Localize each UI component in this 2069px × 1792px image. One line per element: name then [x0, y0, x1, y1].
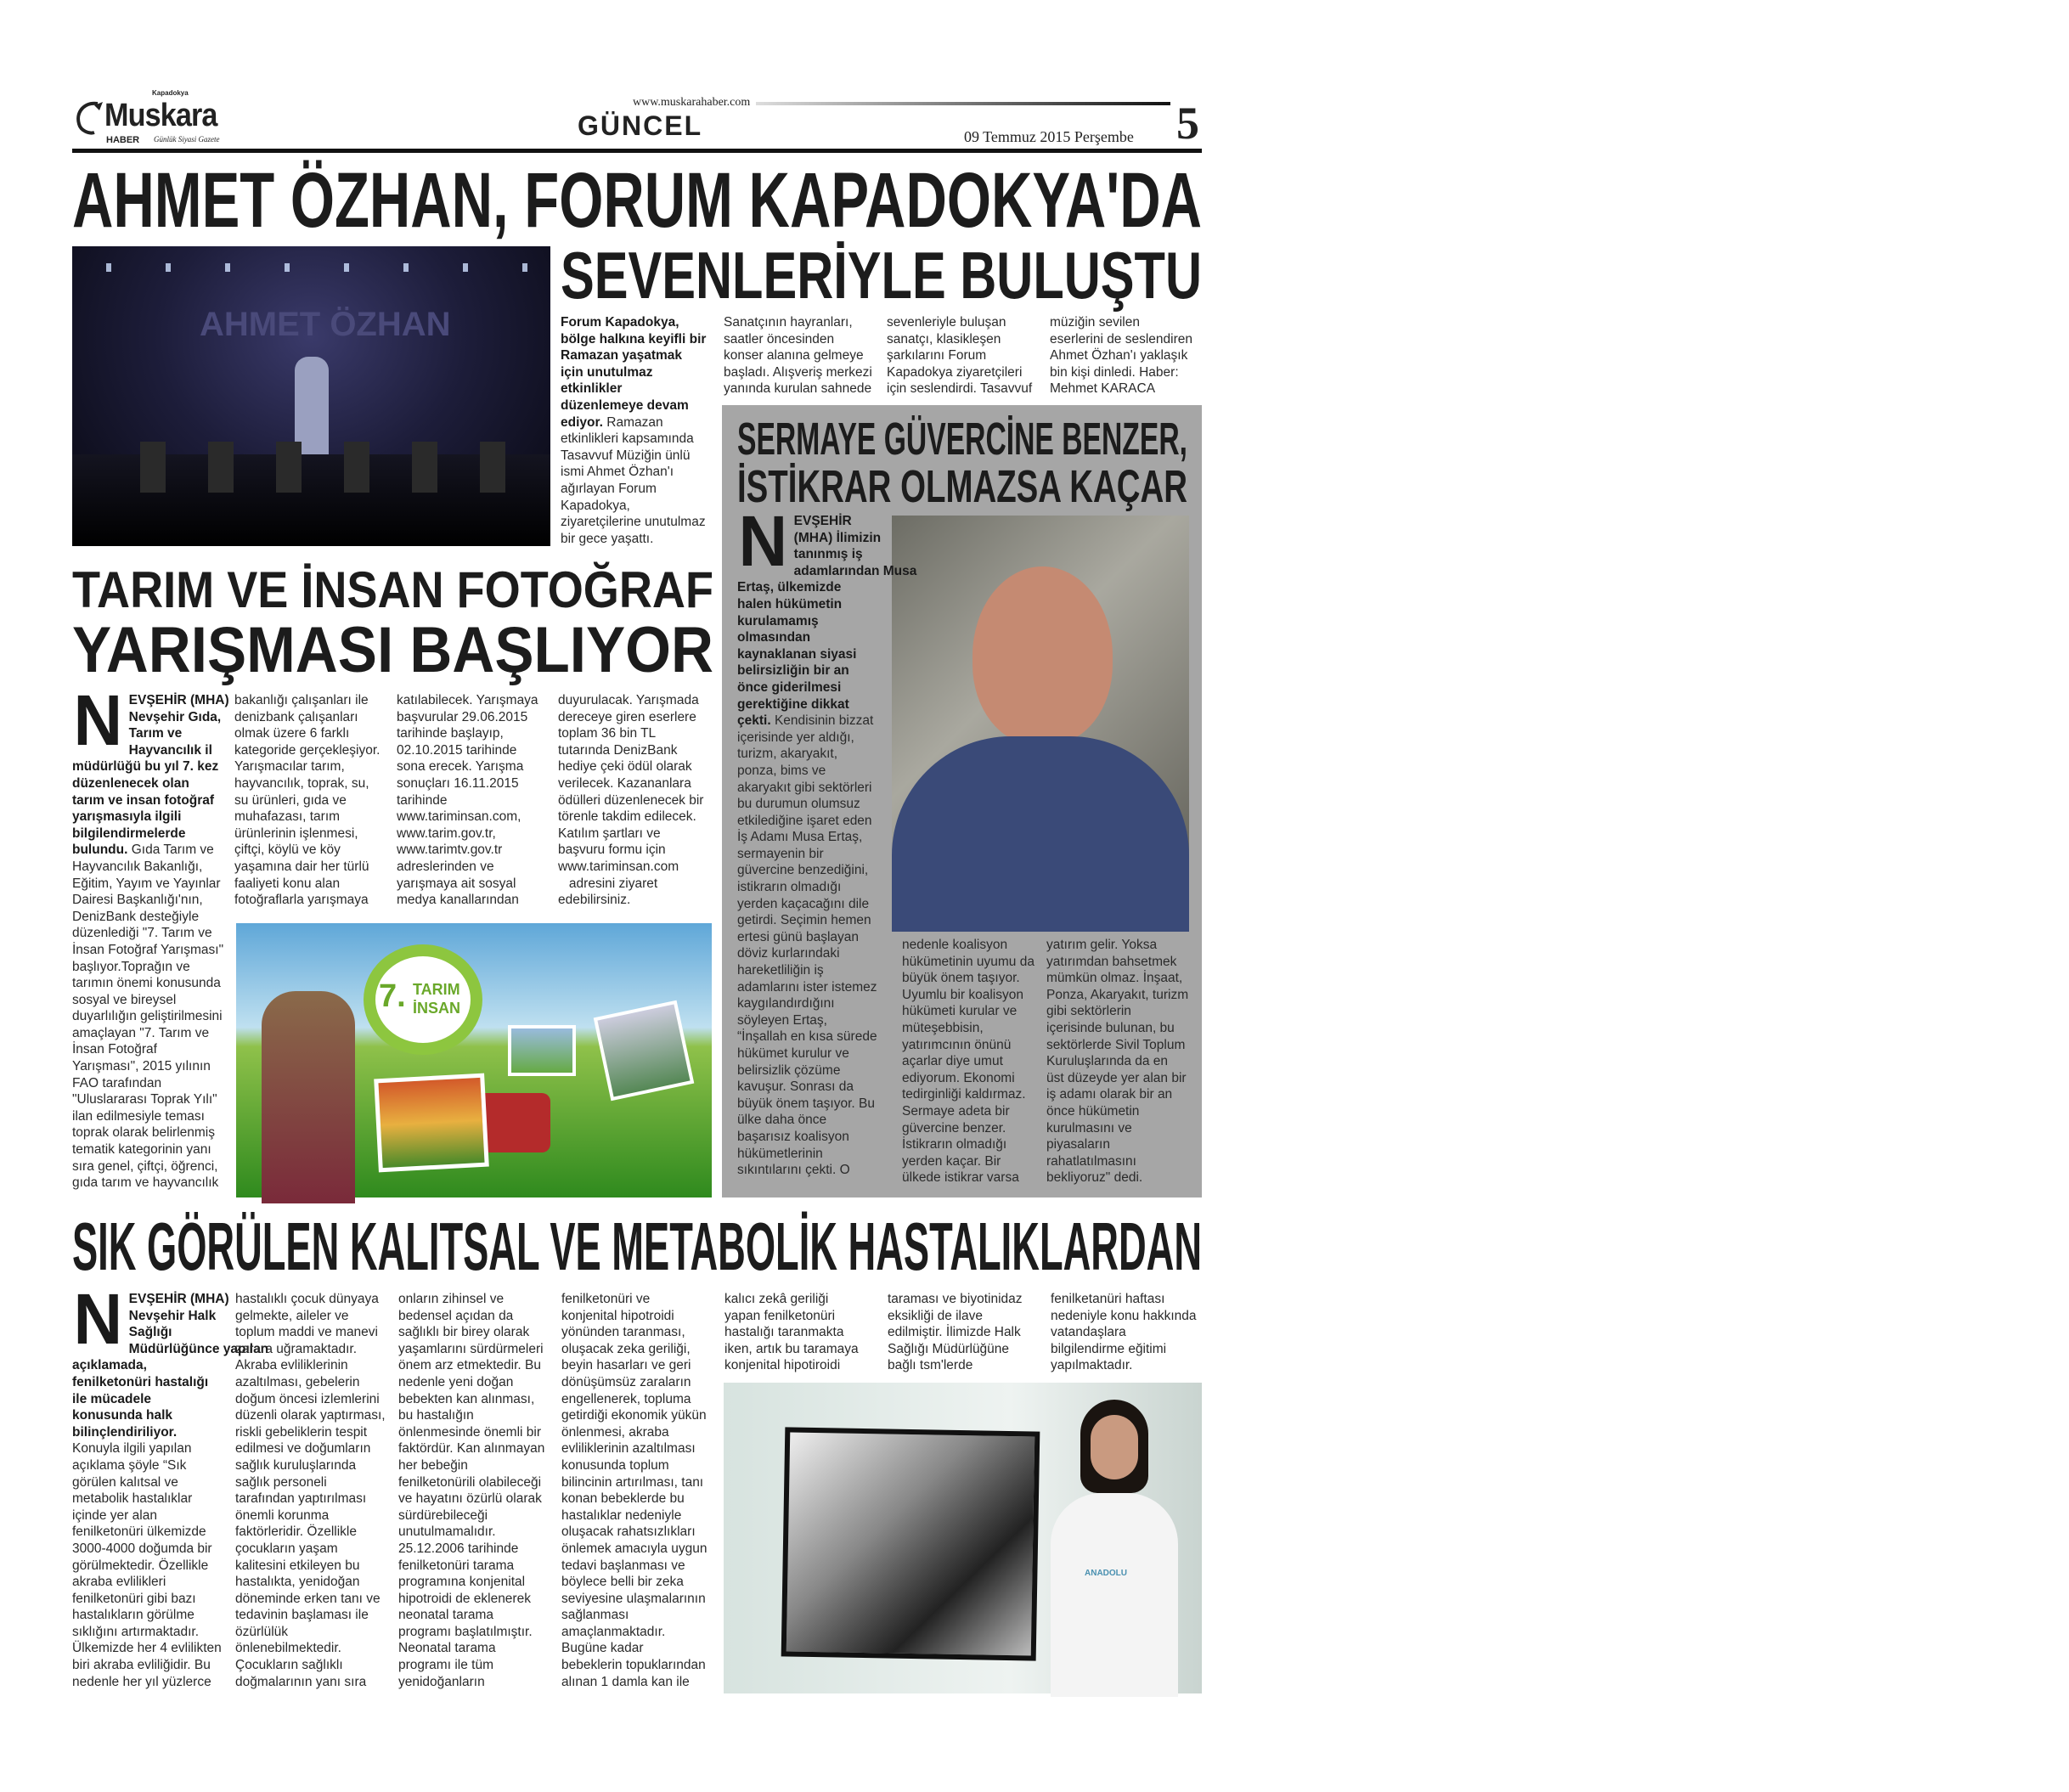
- article1-column-2: Sanatçının hayranları, saatler öncesinden konser alanına gelmeye başladı. Alışveriş merkezi yanında kurulan sahnede: [724, 315, 872, 397]
- header-rule: [72, 149, 1202, 153]
- framed-photo: [781, 1427, 1040, 1660]
- contest-logo-line1: TARIM: [413, 981, 460, 998]
- masthead: [72, 89, 1202, 155]
- article2-column-1: NEVŞEHİR (MHA) Nevşehir Gıda, Tarım ve Hayvancılık il müdürlüğü bu yıl 7. kez düzenlenecek olan tarım ve insan fotoğraf yarışmasıyla ilgili bilgilendirmelerde bulundu. Gıda Tarım ve Hayvancılık Bakanlığı, Eğitim, Yayım ve Yayınlar Dairesi Başkanlığı'nın, DenizBank desteğiyle düzenlediği "7. Tarım ve İnsan Fotoğraf Yarışması" başlıyor.Toprağın ve tarımın önemi konusunda sosyal ve bireysel duyarlılığın geliştirilmesini amaçlayan "7. Tarım ve İnsan Fotoğraf Yarışması", 2015 yılının FAO tarafından "Uluslararası Toprak Yılı" ilan edilmesiyle teması toprak olarak belirlenmiş tematik kategorinin yanı sıra genel, çiftçi, öğrenci, gıda tarım ve hayvancılık: [72, 680, 229, 1191]
- logo-sub-text: HABER: [106, 135, 140, 145]
- article4-column-1: NEVŞEHİR (MHA) Nevşehir Halk Sağlığı Müdürlüğünce yapılan açıklamada, fenilketonüri hastalığı ile mücadele konusunda halk bilinçlendiriliyor. Konuyla ilgili yapılan açıklama şöyle “Sık görülen kalıtsal ve metabolik hastalıklar içinde yer alan fenilketonüri ülkemizde 3000-4000 doğumda bir görülmektedir. Özellikle akraba evlilikleri fenilketonüri gibi bazı hastalıkların görülme sıklığını artırmaktadır. Ülkemizde her 4 evlilikten biri akraba evliliğidir. Bu nedenle her yıl yüzlerce: [72, 1279, 269, 1689]
- article4-column-2: hastalıklı çocuk dünyaya gelmekte, aileler ve toplum maddi ve manevi zarara uğramaktadır. Akraba evliliklerinin azaltılması, gebelerin doğum öncesi izlemlerini düzenli olarak yaptırması, riskli gebeliklerin tespit edilmesi ve doğumların sağlık kuruluşlarında sağlık personeli tarafından yaptırılması önemli korunma faktörleridir. Özellikle çocukların yaşam kalitesini etkileyen bu hastalıkta, yenidoğan döneminde erken tanı ve tedavinin başlaması ile özürlülük önlenebilmektedir. Çocukların sağlıklı doğmalarının yanı sıra: [235, 1292, 386, 1689]
- logo-small-text: Kapadokya: [152, 89, 189, 97]
- article3-column-3: yatırım gelir. Yoksa yatırımdan bahsetmek mümkün olmaz. İnşaat, Ponza, Akaryakıt, turizm gibi sektörlerin içerisinde bulunan, bu sektörlerde Sivil Toplum Kuruluşlarında da en üst düzeyde yer alan bir iş adamı olarak bir an önce hükümetin kurulmasını ve piyasaların rahatlatılmasını bekliyoruz" dedi.: [1046, 938, 1189, 1186]
- dropcap: N: [738, 501, 788, 581]
- woman-figure: [262, 991, 355, 1203]
- stage-backdrop-text: AHMET ÖZHAN: [200, 306, 451, 343]
- header-gradient-rule: [756, 102, 1170, 105]
- contest-logo: [364, 944, 482, 1055]
- woman-shirt: [1051, 1493, 1178, 1697]
- article4-column-4: fenilketonüri ve konjenital hipotroidi yönünden taranması, oluşacak zeka geriliği, beyin hasarları ve geri dönüşümsüz zaraların engellenerek, topluma getirdiği ekonomik yükün önlenmesi, akraba evliliklerinin azaltılması konusunda toplum bilincinin artırılması, tanı konan bebeklerde bu hastalıklar nedeniyle oluşacak rahatsızlıkları önlemek amacıyla uygun tedavi başlanması ve böylece belli bir zeka seviyesine ulaşmalarının sağlanması amaçlanmaktadır. Bugüne kadar bebeklerin topuklarından alınan 1 damla kan ile: [561, 1292, 708, 1689]
- article2-headline-line2: YARIŞMASI BAŞLIYOR: [72, 614, 713, 686]
- dropcap: N: [73, 1279, 123, 1359]
- article3-headline-line1: SERMAYE GÜVERCİNE BENZER,: [737, 414, 1187, 465]
- woman-face: [1091, 1415, 1138, 1479]
- contest-logo-line2: İNSAN: [413, 1000, 461, 1017]
- concert-photo: [72, 246, 550, 546]
- article2-column-4: duyurulacak. Yarışmada dereceye giren eserlere toplam 36 bin TL tutarında DenizBank hediye çeki ödül olarak verilecek. Kazananlara ödülleri düzenlenecek bir törenle takdim edilecek. Katılım şartları ve başvuru formu için www.tariminsan.com adresini ziyaret edebilirsiniz.: [558, 693, 704, 908]
- article4-column-7: fenilketanüri haftası nedeniyle konu hakkında vatandaşlara bilgilendirme eğitimi yapılmaktadır.: [1051, 1292, 1197, 1373]
- logo-main-text: Muskara: [104, 98, 217, 133]
- page-number: 5: [1176, 98, 1199, 149]
- article2-column-2: bakanlığı çalışanları ile denizbank çalışanları olmak üzere 6 farklı kategoride gerçekleşiyor. Yarışmacılar tarım, hayvancılık, toprak, su, su ürünleri, gıda ve muhafazası, tarım ürünlerinin işlenmesi, çiftçi, köylü ve köy yaşamına dair her türlü faaliyeti konu alan fotoğraflarla yarışmaya: [234, 693, 381, 908]
- dove-icon: [72, 100, 106, 136]
- issue-date: 09 Temmuz 2015 Perşembe: [964, 128, 1134, 145]
- tarim-insan-poster: [236, 923, 712, 1197]
- article4-column-3: onların zihinsel ve bedensel açıdan da sağlıklı bir birey olarak yaşamlarını sürdürmeleri önem arz etmektedir. Bu nedenle yeni doğan bebekten kan alınması, bu hastalığın önlenmesinde önemli bir faktördür. Kan alınmayan her bebeğin fenilketonürili olabileceği ve hayatını özürlü olarak sürdürebileceği unutulmamalıdır. 25.12.2006 tarihinde fenilketonüri tarama programına konjenital hipotroidi de eklenerek neonatal tarama programı başlatılmıştır. Neonatal tarama programı ile tüm yenidoğanların: [398, 1292, 545, 1689]
- face: [972, 566, 1113, 745]
- article1-column-3: sevenleriyle buluşan sanatçı, klasikleşen şarkılarını Forum Kapadokya ziyaretçileri için seslendirdi. Tasavvuf: [887, 315, 1033, 397]
- dropcap: N: [73, 680, 123, 760]
- article4-column-5: kalıcı zekâ geriliği yapan fenilketonüri hastalığı taranmakta iken, artık bu taramaya konjenital hipotiroidi: [724, 1292, 859, 1373]
- article1-headline-line2: SEVENLERİYLE BULUŞTU: [561, 238, 1202, 313]
- section-title: GÜNCEL: [578, 110, 703, 141]
- article1-column-1: Forum Kapadokya, bölge halkına keyifli bir Ramazan yaşatmak için unutulmaz etkinlikler düzenlemeye devam ediyor. Ramazan etkinlikleri kapsamında Tasavvuf Müziğin ünlü ismi Ahmet Özhan'ı ağırlayan Forum Kapadokya, ziyaretçilerine unutulmaz bir gece yaşattı.: [561, 315, 707, 546]
- article1-headline-line1: AHMET ÖZHAN, FORUM KAPADOKYA'DA: [72, 157, 1202, 244]
- logo-tagline: Günlük Siyasi Gazete: [154, 135, 220, 144]
- logo: [72, 89, 259, 148]
- shirt-text: ANADOLU: [1085, 1569, 1127, 1578]
- article2-headline-line1: TARIM VE İNSAN FOTOĞRAF: [72, 561, 713, 618]
- contest-logo-number: 7.: [379, 978, 406, 1014]
- article2-column-3: katılabilecek. Yarışmaya başvurular 29.06.2015 tarihinde başlayıp, 02.10.2015 tarihinde sona erecek. Yarışma sonuçları 16.11.2015 tarihinde www.tariminsan.com, www.tarim.gov.tr, www.tarimtv.gov.tr adreslerinden ve yarışmaya ait sosyal medya kanallarından: [397, 693, 538, 908]
- article3-column-1: NEVŞEHİR (MHA) İlimizin tanınmış iş adamlarından Musa Ertaş, ülkemizde halen hükümetin kurulamamış olmasından kaynaklanan siyasi belirsizliğin bir an önce giderilmesi gerektiğine dikkat çekti. Kendisinin bizzat içerisinde yer aldığı, turizm, akaryakıt, ponza, bims ve akaryakıt gibi sektörleri bu durumun olumsuz etkilediğine işaret eden İş Adamı Musa Ertaş, sermayenin bir güvercine benzediğini, istikrarın olmadığı yerden kaçacağını dile getirdi. Seçimin hemen ertesi günü başlayan döviz kurlarındaki hareketliliğin iş adamlarını ister istemez kaygılandırdığını söyleyen Ertaş, “İnşallah en kısa sürede hükümet kurulur ve belirsizlik çözüme kavuşur. Sonrası da büyük önem taşıyor. Bu ülke daha önce başarısız koalisyon hükümetlerinin sıkıntılarını çekti. O: [737, 501, 917, 1178]
- article3-column-2: nedenle koalisyon hükümetinin uyumu da büyük önem taşıyor. Uyumlu bir koalisyon hükümeti kurular ve müteşebbisin, yatırımcının önünü açarlar diye umut ediyorum. Ekonomi tedirginliği kaldırmaz. Sermaye adeta bir güvercine benzer. İstikrarın olmadığı yerden kaçar. Bir ülkede istikrar varsa: [902, 938, 1034, 1186]
- exhibition-photo: [724, 1383, 1202, 1693]
- article4-headline: SIK GÖRÜLEN KALITSAL VE METABOLİK HASTALIKLARDAN: [72, 1209, 1202, 1284]
- website-url: www.muskarahaber.com: [633, 96, 751, 109]
- article1-column-4: müziğin sevilen eserlerini de seslendiren Ahmet Özhan'ı yaklaşık bin kişi dinledi. Haber: Mehmet KARACA: [1050, 315, 1193, 397]
- portrait-photo: [892, 516, 1189, 926]
- article3-headline-line2: İSTİKRAR OLMAZSA KAÇAR: [737, 461, 1187, 512]
- shirt: [892, 736, 1189, 932]
- article4-column-6: taraması ve biyotinidaz eksikliği de ilave edilmiştir. İlimizde Halk Sağlığı Müdürlüğüne bağlı tsm'lerde: [888, 1292, 1023, 1373]
